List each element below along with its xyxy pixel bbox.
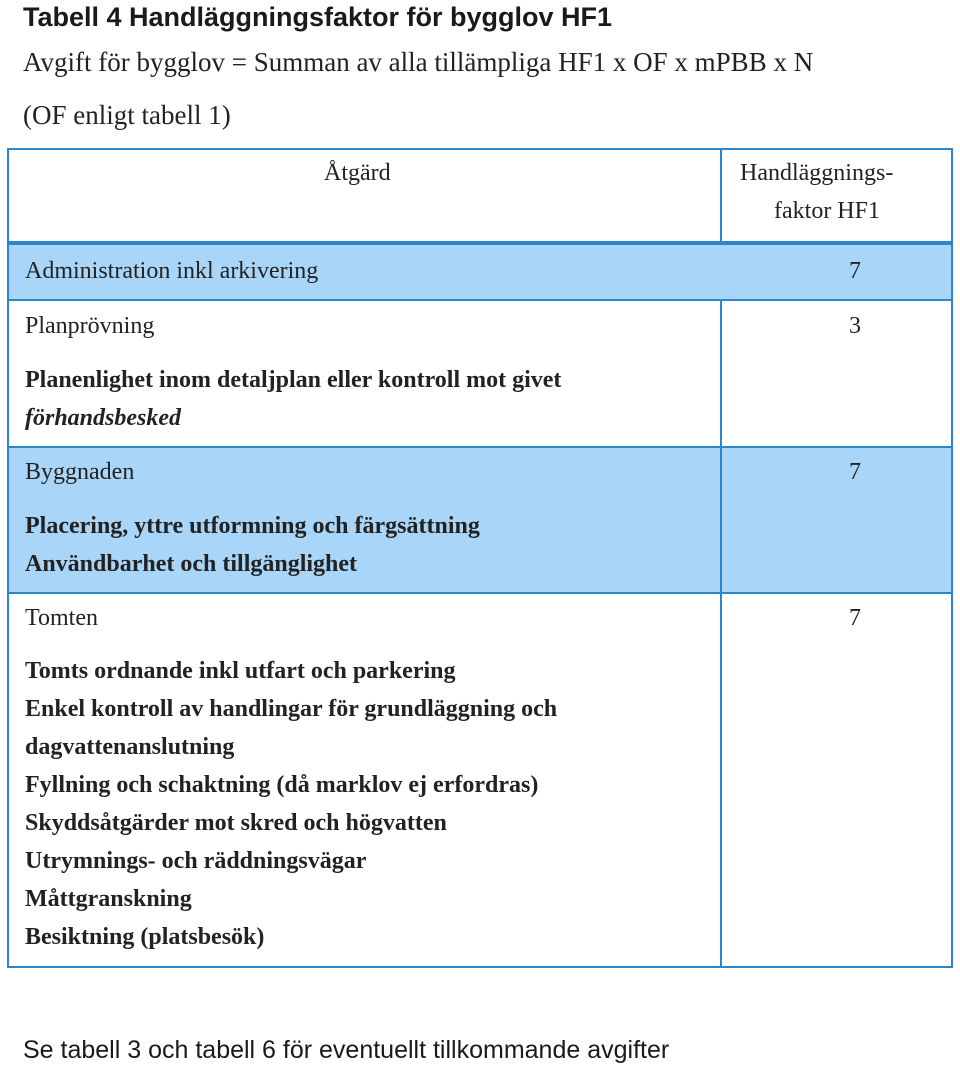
row-detail: Planenlighet inom detaljplan eller kontroll mot givet <box>25 367 562 393</box>
header-action-cell <box>7 148 722 243</box>
row-detail: Enkel kontroll av handlingar för grundläggning och <box>25 696 558 722</box>
row-value: 7 <box>849 605 861 631</box>
row-detail: Fyllning och schaktning (då marklov ej erfordras) <box>25 772 539 798</box>
row-value: 3 <box>849 313 861 339</box>
row-detail: förhandsbesked <box>25 405 182 431</box>
column-divider <box>720 448 722 594</box>
row-detail: Besiktning (platsbesök) <box>25 924 265 950</box>
table-row <box>7 446 953 594</box>
row-detail: Användbarhet och tillgänglighet <box>25 551 358 577</box>
header-factor-line2: faktor HF1 <box>774 198 880 224</box>
row-label: Byggnaden <box>25 459 135 485</box>
table-row <box>7 301 953 448</box>
column-divider <box>720 301 722 448</box>
row-detail: dagvattenanslutning <box>25 734 235 760</box>
table-row <box>7 594 953 968</box>
row-detail: Utrymnings- och räddningsvägar <box>25 848 367 874</box>
row-label: Tomten <box>25 605 98 631</box>
row-value: 7 <box>849 459 861 485</box>
fee-table <box>7 148 953 968</box>
header-factor-line1: Handläggnings- <box>740 160 894 186</box>
row-detail: Tomts ordnande inkl utfart och parkering <box>25 658 456 684</box>
row-value: 7 <box>849 258 861 284</box>
row-detail: Placering, yttre utformning och färgsättning <box>25 513 480 539</box>
row-label: Administration inkl arkivering <box>25 258 319 284</box>
row-detail: Måttgranskning <box>25 886 192 912</box>
header-factor-cell <box>720 148 953 243</box>
row-label: Planprövning <box>25 313 155 339</box>
table-row <box>7 243 953 301</box>
header-action: Åtgärd <box>324 160 391 186</box>
column-divider <box>720 594 722 966</box>
table-title: Tabell 4 Handläggningsfaktor för bygglov HF1 <box>23 2 613 32</box>
row-detail: Skyddsåtgärder mot skred och högvatten <box>25 810 447 836</box>
formula-note: (OF enligt tabell 1) <box>23 100 231 130</box>
fee-formula: Avgift för bygglov = Summan av alla tillämpliga HF1 x OF x mPBB x N <box>23 47 814 77</box>
footer-note: Se tabell 3 och tabell 6 för eventuellt tillkommande avgifter <box>23 1036 670 1064</box>
